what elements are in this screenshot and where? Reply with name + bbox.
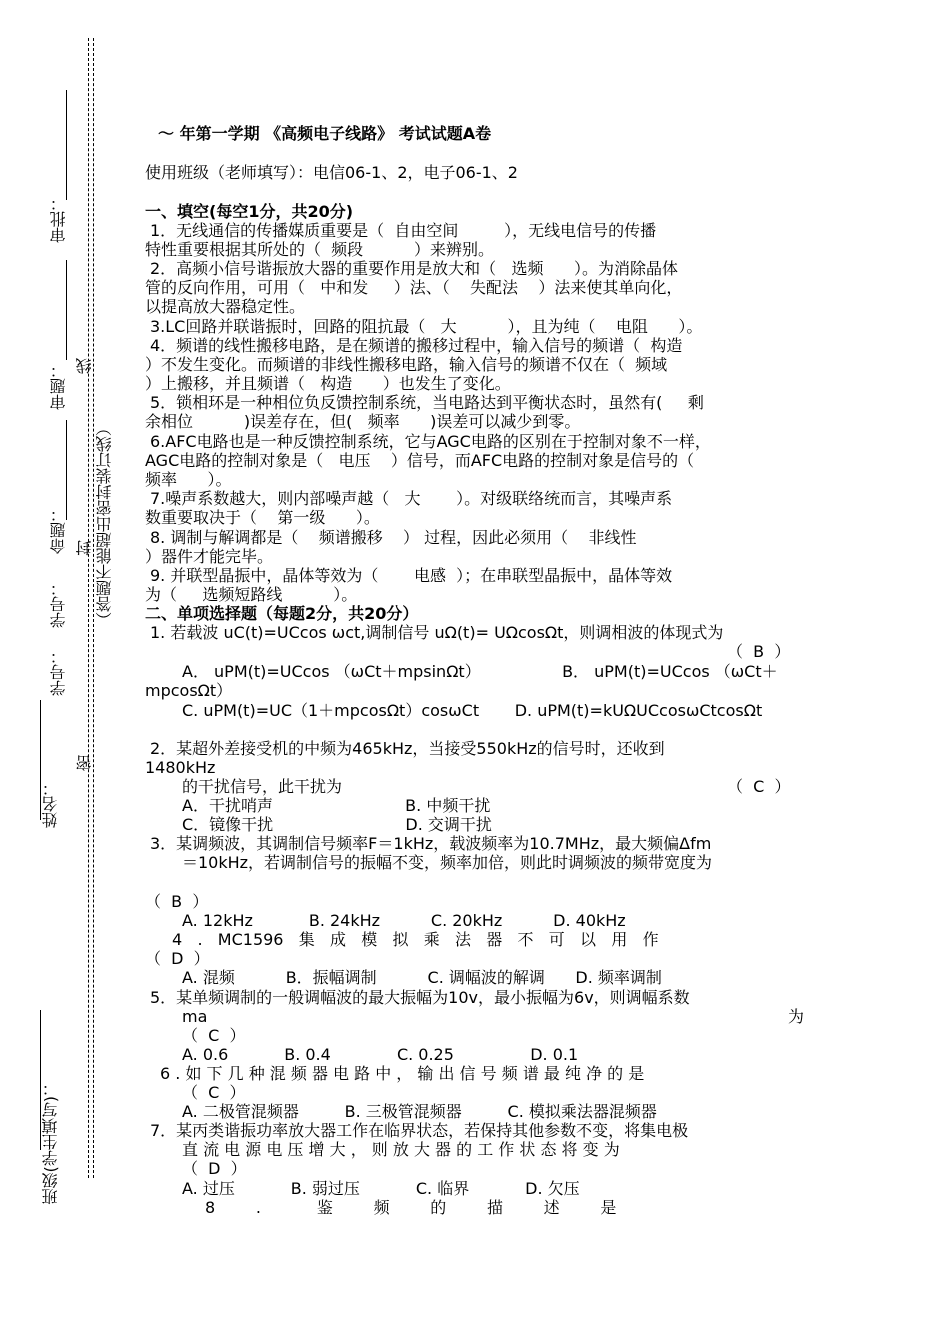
s1-line: 5．锁相环是一种相位负反馈控制系统，当电路达到平衡状态时，虽然有( 剩	[150, 393, 704, 412]
binding-line-inner	[93, 38, 94, 1178]
s2-line: C. uPM(t)=UC（1＋mpcosΩt）cosωCt D. uPM(t)=kUΩUCcosωCtcosΩt	[182, 701, 763, 720]
s2-line: 为	[788, 1007, 805, 1026]
s2-line: A. 二极管混频器 B. 三极管混频器 C. 模拟乘法器混频器	[182, 1102, 657, 1121]
s1-line: 8. 调制与解调都是（ 频谱搬移 ） 过程，因此必须用（ 非线性	[150, 528, 637, 547]
s1-line: 2．高频小信号谐振放大器的重要作用是放大和（ 选频 ）。为消除晶体	[150, 259, 678, 278]
s1-line: 余相位 )误差存在，但( 频率 )误差可以减少到零。	[145, 412, 581, 431]
s2-answer: （ B ）	[727, 642, 791, 661]
s2-answer: （ D ）	[145, 949, 210, 968]
s2-line: ma	[182, 1007, 208, 1026]
s1-line: 3.LC回路并联谐振时，回路的阻抗最（ 大 ），且为纯（ 电阻 ）。	[150, 317, 703, 336]
s1-line: 1．无线通信的传播媒质重要是（ 自由空间 ），无线电信号的传播	[150, 221, 657, 240]
exam-title: ～ 年第一学期 《高频电子线路》 考试试题A卷	[158, 124, 492, 143]
s2-line: 1. 若载波 uC(t)=UCcos ωct,调制信号 uΩ(t)= UΩcosΩt，则调相波的体现式为	[150, 623, 724, 642]
s2-line: 3．某调频波，其调制信号频率F＝1kHz，载波频率为10.7MHz，最大频偏Δfm	[150, 834, 712, 853]
s2-answer: （ C ）	[182, 1083, 246, 1102]
s2-line: 6 . 如 下 几 种 混 频 器 电 路 中 ， 输 出 信 号 频 谱 最 纯 净 的 是	[160, 1064, 645, 1083]
s1-line: 特性重要根据其所处的（ 频段 ）来辨别。	[145, 240, 495, 259]
section2-heading: 二、单项选择题（每题2分，共20分）	[145, 604, 419, 623]
approve-underline	[66, 90, 67, 200]
class-label: 班级(学生填写)：	[41, 1080, 60, 1205]
s1-line: 为（ 选频短路线 ）。	[145, 585, 358, 604]
s2-line: ＝10kHz，若调制信号的振幅不变，频率加倍，则此时调频波的频带宽度为	[182, 853, 713, 872]
s2-line: A. 过压 B. 弱过压 C. 临界 D. 欠压	[182, 1179, 580, 1198]
s2-line: 5．某单频调制的一般调幅波的最大振幅为10v，最小振幅为6v，则调幅系数	[150, 988, 690, 1007]
s1-line: ）上搬移，并且频谱（ 构造 ）也发生了变化。	[145, 374, 511, 393]
proposition-underline	[66, 420, 67, 520]
s1-line: ）器件才能完毕。	[145, 547, 274, 566]
s1-line: 数重要取决于（ 第一级 ）。	[145, 508, 380, 527]
section1-heading: 一、填空(每空1分，共20分)	[145, 202, 354, 221]
review-label: 审题：	[49, 362, 68, 410]
s1-line: 9. 并联型晶振中，晶体等效为（ 电感 ）；在串联型晶振中，晶体等效	[150, 566, 673, 585]
s1-line: ）不发生变化。而频谱的非线性搬移电路，输入信号的频谱不仅在（ 频域	[145, 355, 668, 374]
s2-line: A. 0.6 B. 0.4 C. 0.25 D. 0.1	[182, 1045, 579, 1064]
s1-line: 6.AFC电路也是一种反馈控制系统，它与AGC电路的区别在于控制对象不一样，	[150, 432, 711, 451]
s1-line: AGC电路的控制对象是（ 电压 ）信号，而AFC电路的控制对象是信号的（	[145, 451, 695, 470]
s2-line: 1480kHz	[145, 758, 216, 777]
s2-answer: （ C ）	[182, 1026, 246, 1045]
proposition-label: 命题：	[49, 506, 68, 554]
s1-line: 管的反向作用，可用（ 中和发 ）法、（ 失配法 ）法来使其单向化，	[145, 278, 683, 297]
seal-char-xian: 线	[75, 358, 94, 374]
s2-line: 的干扰信号，此干扰为	[182, 777, 343, 796]
s2-line: A．干扰哨声 B. 中频干扰	[182, 796, 491, 815]
student-id-label-2: 学号：	[49, 580, 68, 628]
s2-line: 直 流 电 源 电 压 增 大 ， 则 放 大 器 的 工 作 状 态 将 变 为	[182, 1140, 620, 1159]
s2-answer: （ B ）	[145, 892, 209, 911]
seal-char-feng: 封	[75, 540, 94, 556]
seal-char-mi: 密	[75, 755, 94, 771]
s2-answer: （ D ）	[182, 1159, 247, 1178]
approve-label: 审批：	[49, 195, 68, 243]
s2-line: A． uPM(t)=UCcos （ωCt＋mpsinΩt） B． uPM(t)=UCcos （ωCt＋	[182, 662, 778, 681]
s1-line: 7.噪声系数越大，则内部噪声越（ 大 ）。对级联络统而言，其噪声系	[150, 489, 673, 508]
name-label: 姓名：	[41, 780, 60, 828]
student-id-label: 学号：	[49, 648, 68, 696]
class-info: 使用班级（老师填写）：电信06-1、2，电子06-1、2	[145, 163, 518, 182]
s1-line: 4．频谱的线性搬移电路，是在频谱的搬移过程中，输入信号的频谱（ 构造	[150, 336, 683, 355]
s2-line: A. 12kHz B. 24kHz C. 20kHz D. 40kHz	[182, 911, 626, 930]
s2-line: mpcosΩt）	[145, 681, 233, 700]
s2-line: A. 混频 B．振幅调制 C. 调幅波的解调 D. 频率调制	[182, 968, 662, 987]
s2-line: 8 . 鉴 频 的 描 述 是	[205, 1198, 617, 1217]
s2-line: C．镜像干扰 D. 交调干扰	[182, 815, 492, 834]
s2-line: 2．某超外差接受机的中频为465kHz，当接受550kHz的信号时，还收到	[150, 739, 665, 758]
s1-line: 以提高放大器稳定性。	[145, 297, 306, 316]
s2-line: 4 . MC1596 集 成 模 拟 乘 法 器 不 可 以 用 作	[172, 930, 659, 949]
binding-line-outer	[88, 38, 89, 1178]
s1-line: 频率 ）。	[145, 470, 232, 489]
s2-line: 7．某丙类谐振功率放大器工作在临界状态，若保持其他参数不变，将集电极	[150, 1121, 689, 1140]
s2-answer: （ C ）	[727, 777, 791, 796]
review-underline	[66, 260, 67, 360]
seal-note: （答题不能超出密封装订线）	[95, 420, 114, 628]
